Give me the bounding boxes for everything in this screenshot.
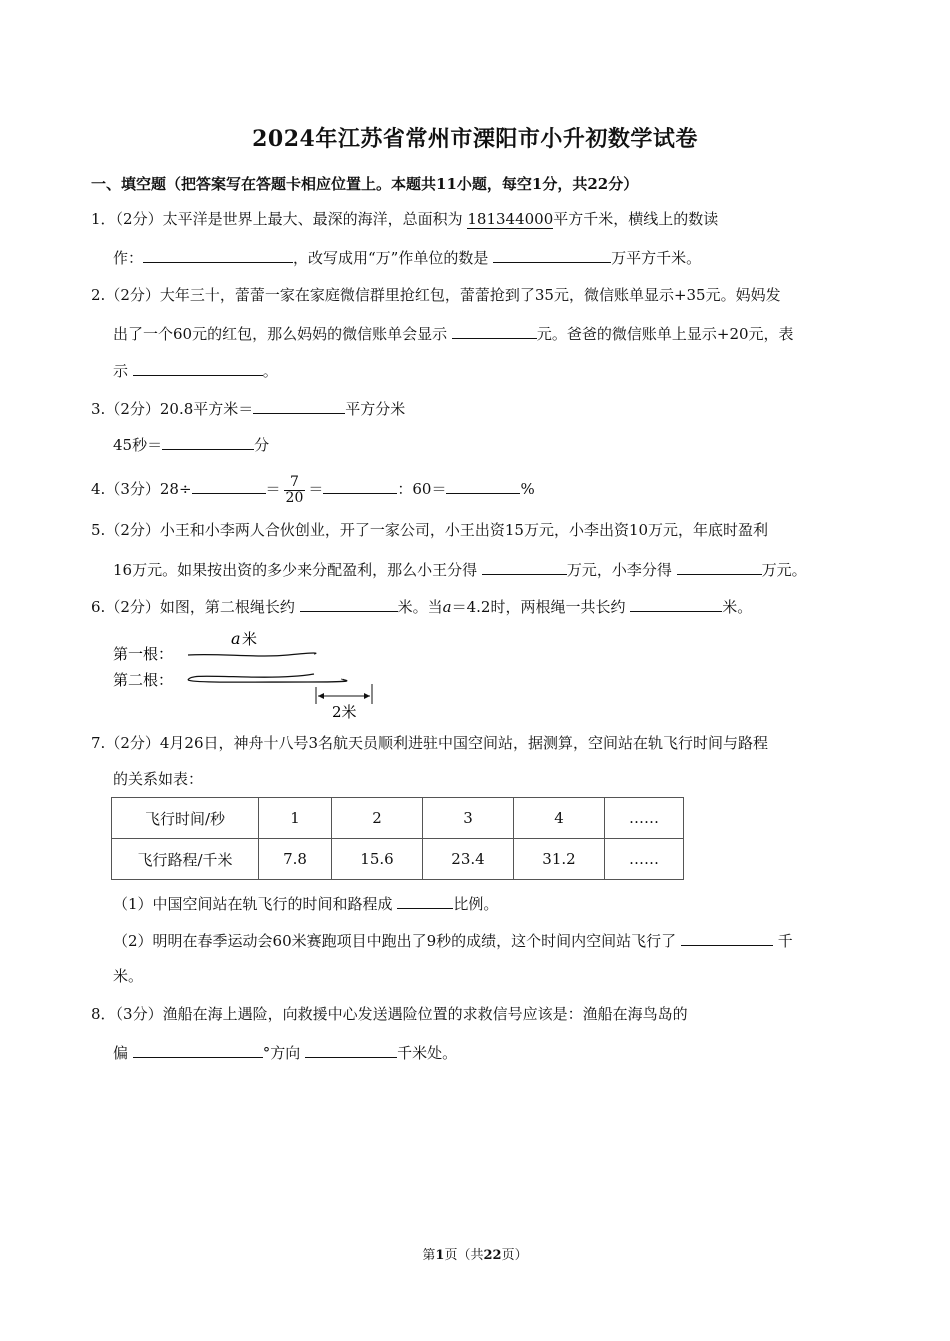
fraction-denominator: 20 (285, 489, 304, 506)
question-text: （2分）太平洋是世界上最大、最深的海洋，总面积为 (115, 210, 463, 228)
answer-blank[interactable] (482, 558, 567, 575)
question-5-line-2 (113, 558, 807, 580)
question-6-line (91, 595, 752, 617)
answer-blank[interactable] (133, 1041, 263, 1058)
fraction-numerator: 7 (284, 475, 306, 491)
question-text: 米。当 (397, 598, 443, 616)
question-number: 6. (91, 598, 106, 616)
question-text: （1）中国空间站在轨飞行的时间和路程成 (113, 895, 393, 913)
question-text: 平方千米，横线上的数读 (553, 210, 719, 228)
question-number: 5. (91, 521, 106, 539)
question-text: 示 (113, 362, 129, 380)
question-text: ：60＝ (397, 480, 447, 498)
question-text: ＝4.2时，两根绳一共长约 (451, 598, 626, 616)
answer-blank[interactable] (300, 595, 398, 612)
question-3-line-2 (113, 433, 269, 455)
question-2-line-1 (91, 285, 781, 305)
table-cell: 15.6 (332, 839, 423, 880)
question-text: 出了一个60元的红包，那么妈妈的微信账单会显示 (113, 325, 448, 343)
answer-blank[interactable] (493, 246, 611, 263)
question-text: （3分）渔船在海上遇险，向救援中心发送遇险位置的求救信号应该是：渔船在海鸟岛的 (115, 1005, 688, 1023)
section-header: 一、填空题（把答案写在答题卡相应位置上。本题共11小题，每空1分，共22分） (91, 175, 639, 193)
total-pages: 22 (483, 1248, 502, 1263)
question-8-line-1 (91, 1004, 688, 1024)
question-text: 千米处。 (397, 1044, 458, 1062)
question-text: （2分）小王和小李两人合伙创业，开了一家公司，小王出资15万元，小李出资10万元，年底时盈利 (105, 521, 769, 539)
equals-sign: ＝ (308, 480, 324, 498)
question-7-sub-2 (113, 929, 793, 951)
percent-sign: % (520, 480, 535, 498)
equals-sign: ＝ (265, 480, 281, 498)
question-7-line-1 (91, 733, 768, 753)
answer-blank[interactable] (323, 477, 397, 494)
question-8-line-2 (113, 1041, 457, 1063)
question-text: 万元，小李分得 (566, 561, 672, 579)
table-row (112, 839, 684, 880)
variable-a: a (442, 598, 452, 616)
question-text: （2分）4月26日，神舟十八号3名航天员顺利进驻中国空间站，据测算，空间站在轨飞行时间与路程 (105, 734, 769, 752)
rope-label-1: 第一根： (113, 645, 174, 663)
answer-blank[interactable] (452, 322, 537, 339)
question-number: 4. (91, 480, 106, 498)
flight-table (111, 797, 684, 880)
question-number: 2. (91, 286, 106, 304)
rope-length-unit: 米 (242, 630, 258, 648)
answer-blank[interactable] (192, 477, 266, 494)
question-number: 8． (91, 1005, 116, 1023)
arrow-left-icon (318, 693, 324, 699)
arrow-right-icon (364, 693, 370, 699)
question-text: 作： (113, 249, 144, 267)
table-cell: 4 (514, 798, 605, 839)
answer-blank[interactable] (446, 477, 520, 494)
question-text: 偏 (113, 1044, 129, 1062)
dimension-label: 2米 (332, 703, 357, 721)
rope-length-var: a (231, 629, 241, 648)
answer-blank[interactable] (143, 246, 293, 263)
question-3-line-1 (91, 397, 405, 419)
fraction (284, 475, 306, 506)
question-1-line-1 (91, 209, 718, 229)
page-title: 2024年江苏省常州市溧阳市小升初数学试卷 (252, 126, 698, 152)
question-5-line-1 (91, 520, 768, 540)
question-text: （2分）如图，第二根绳长约 (105, 598, 295, 616)
question-text: 。 (262, 362, 278, 380)
question-text: 比例。 (453, 895, 499, 913)
table-cell: 23.4 (423, 839, 514, 880)
question-text: 元。爸爸的微信账单上显示+20元，表 (536, 325, 794, 343)
question-text: 米。 (722, 598, 753, 616)
question-2-line-2 (113, 322, 794, 344)
question-text: 分 (254, 436, 270, 454)
table-cell: 1 (259, 798, 332, 839)
question-text: 平方分米 (345, 400, 406, 418)
answer-blank[interactable] (681, 929, 773, 946)
question-text: 万元。 (761, 561, 807, 579)
question-number: 3. (91, 400, 106, 418)
rope-figure (108, 622, 388, 722)
table-header-cell: 飞行时间/秒 (112, 798, 259, 839)
table-cell: 2 (332, 798, 423, 839)
answer-blank[interactable] (305, 1041, 397, 1058)
footer-text: 第 (422, 1248, 436, 1263)
question-4-line (91, 474, 535, 506)
question-text: 万平方千米。 (611, 249, 702, 267)
page-number: 1 (435, 1248, 445, 1263)
table-cell: …… (605, 839, 684, 880)
question-number: 7. (91, 734, 106, 752)
answer-blank[interactable] (630, 595, 722, 612)
question-text: 45秒＝ (113, 436, 163, 454)
table-cell: …… (605, 798, 684, 839)
answer-blank[interactable] (397, 892, 453, 909)
answer-blank[interactable] (253, 397, 345, 414)
first-rope (188, 653, 316, 656)
question-text: 16万元。如果按出资的多少来分配盈利，那么小王分得 (113, 561, 478, 579)
question-text: °方向 (262, 1044, 301, 1062)
underlined-number: 181344000 (467, 210, 554, 228)
question-text: （2）明明在春季运动会60米赛跑项目中跑出了9秒的成绩，这个时间内空间站飞行了 (113, 932, 677, 950)
answer-blank[interactable] (677, 558, 762, 575)
footer-text: 页（共 (444, 1248, 484, 1263)
table-cell: 7.8 (259, 839, 332, 880)
question-text: （2分）20.8平方米＝ (105, 400, 254, 418)
question-text: （2分）大年三十，蕾蕾一家在家庭微信群里抢红包，蕾蕾抢到了35元，微信账单显示+35元。妈妈发 (105, 286, 781, 304)
question-number: 1． (91, 210, 116, 228)
question-1-line-2 (113, 246, 701, 268)
table-cell: 31.2 (514, 839, 605, 880)
question-text: 米。 (113, 967, 144, 985)
question-7-sub-2-cont (113, 966, 143, 986)
question-7-sub-1 (113, 892, 498, 914)
answer-blank[interactable] (133, 359, 263, 376)
table-cell: 3 (423, 798, 514, 839)
question-text: ，改写成用“万”作单位的数是 (293, 249, 489, 267)
answer-blank[interactable] (162, 433, 254, 450)
question-7-line-2 (113, 769, 203, 789)
question-text: （3分）28÷ (105, 480, 192, 498)
rope-label-2: 第二根： (113, 671, 174, 689)
footer-text: 页） (501, 1248, 528, 1263)
table-row (112, 798, 684, 839)
question-text: 千 (777, 932, 793, 950)
table-header-cell: 飞行路程/千米 (112, 839, 259, 880)
page-footer (0, 1244, 950, 1263)
question-text: 的关系如表： (113, 770, 204, 788)
second-rope (188, 674, 347, 682)
question-2-line-3 (113, 359, 278, 381)
